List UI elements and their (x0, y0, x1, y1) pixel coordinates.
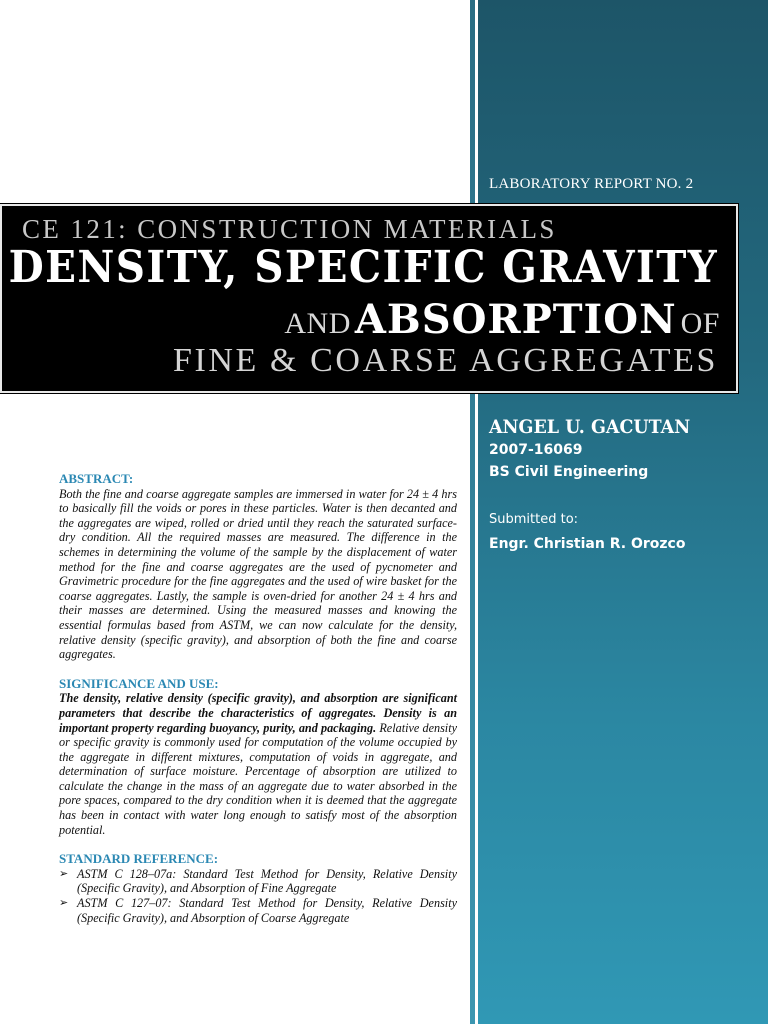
reference-list (59, 867, 457, 925)
abstract-heading: ABSTRACT: (59, 471, 134, 486)
course-title: CE 121: CONSTRUCTION MATERIALS (22, 214, 557, 244)
title-of: OF (680, 307, 720, 340)
arrow-bullet-icon: ➢ (59, 867, 69, 880)
reference-item: ➢ ASTM C 128–07a: Standard Test Method for Density, Relative Density (Specific Gravity), and Absorption of Fine Aggregate (59, 866, 457, 896)
sidebar-edge-stripe (470, 0, 475, 1024)
author-name: ANGEL U. GACUTAN (489, 416, 691, 438)
title-and: AND (284, 307, 351, 340)
significance-normal-text: Relative density or specific gravity is commonly used for computation of the volume occupied by the aggregate in different mixtures, computation of voids in aggregate, and determination of surface moisture. Percentage of absorption are utilized to calculate the change in the mass of an aggregate due to water absorbed in the pore spaces, compared to the dry condition when it is deemed that the aggregate has been in contact with water long enough to satisfy most of the absorption potential. (59, 720, 457, 837)
title-banner (0, 204, 738, 393)
submitted-to-label: Submitted to: (489, 512, 579, 527)
student-number: 2007-16069 (489, 442, 583, 458)
title-line-1: DENSITY, SPECIFIC GRAVITY (8, 242, 718, 293)
report-body (59, 472, 457, 925)
report-number: LABORATORY REPORT NO. 2 (489, 176, 694, 192)
references-heading: STANDARD REFERENCE: (59, 851, 219, 867)
significance-heading: SIGNIFICANCE AND USE: (59, 675, 219, 691)
title-absorption: ABSORPTION (354, 296, 677, 343)
reference-item: ➢ ASTM C 127–07: Standard Test Method for Density, Relative Density (Specific Gravity), and Absorption of Coarse Aggregate (59, 896, 457, 925)
degree-program: BS Civil Engineering (489, 464, 649, 480)
title-line-2 (284, 296, 720, 343)
title-line-3: FINE & COARSE AGGREGATES (172, 342, 718, 379)
arrow-bullet-icon: ➢ (59, 897, 69, 910)
abstract-text: Both the fine and coarse aggregate samples are immersed in water for 24 ± 4 hrs to basically fill the voids or pores in these particles. Water is then decanted and the aggregates are wiped, rolled or dried until they reach the saturated surface-dry condition. All the required masses are measured. The difference in the schemes in determining the volume of the sample by the displacement of water method for the fine and coarse aggregates are the used of pycnometer and Gravimetric procedure for the fine aggregates and the used of wire basket for the coarse aggregates. Lastly, the sample is oven-dried for another 24 ± 4 hrs and their masses are determined. Using the measured masses and knowing the essential formulas based from ASTM, we can now calculate for the density, relative density (specific gravity), and absorption of both the fine and coarse aggregates. (59, 486, 457, 662)
significance-text (59, 691, 457, 837)
significance-bold-text: The density, relative density (specific gravity), and absorption are significant parameters that describe the characteristics of aggregates. Density is an important property regarding buoyancy, purity, and packaging. (59, 691, 457, 735)
instructor-name: Engr. Christian R. Orozco (489, 536, 686, 552)
